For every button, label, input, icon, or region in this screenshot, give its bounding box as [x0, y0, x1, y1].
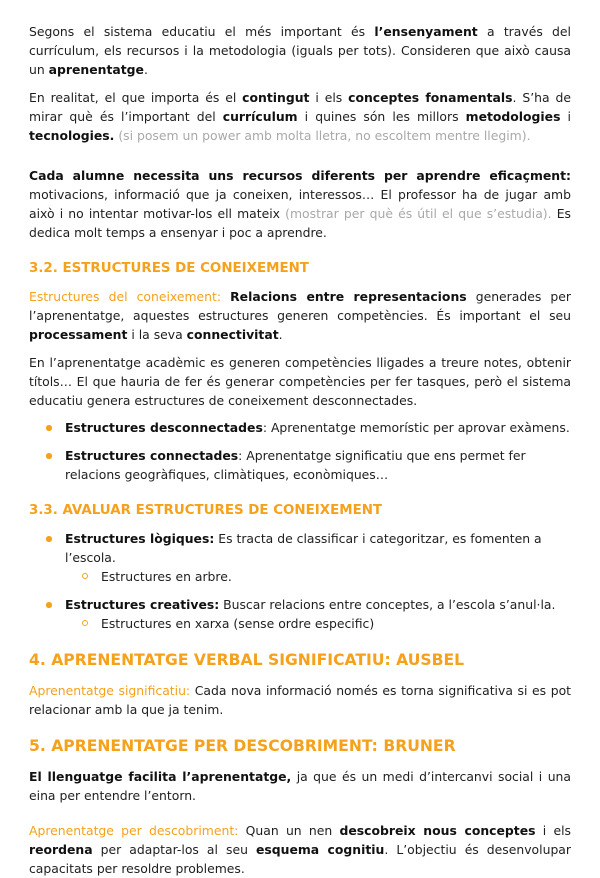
- text: Buscar relacions entre conceptes, a l’escola s’anul·la.: [219, 597, 556, 612]
- bullet-dot-icon: [46, 453, 52, 459]
- text: i: [560, 109, 571, 124]
- sub-list: [65, 614, 571, 633]
- text: .: [143, 62, 148, 77]
- bold-text: Estructures creatives:: [65, 597, 220, 612]
- bold-text: currículum: [222, 109, 298, 124]
- bullet-dot-icon: [46, 425, 52, 431]
- text: : Aprenentatge significatiu que ens permet fer relacions geogràfiques, climàtiques, econòmiques…: [65, 448, 526, 482]
- text: motivacions, informació que ja coneixen, interessos… El professor ha de jugar amb això i no intentar motivar-los ell mateix: [29, 187, 571, 221]
- text: Es dedica molt temps a ensenyar i poc a aprendre.: [29, 206, 572, 240]
- bold-text: connectivitat: [186, 327, 279, 342]
- list-item: [29, 595, 571, 633]
- bold-text: Cada alumne necessita uns recursos diferents per aprendre eficaçment:: [29, 168, 571, 183]
- paragraph-resources: [29, 166, 571, 242]
- list-item: [29, 418, 571, 437]
- list-item: [29, 446, 571, 484]
- bold-text: Estructures lògiques:: [65, 531, 215, 546]
- bullet-dot-icon: [46, 536, 52, 542]
- heading-4: 4. APRENENTATGE VERBAL SIGNIFICATIU: AUSBEL: [29, 651, 465, 669]
- bold-text: l’ensenyament: [374, 24, 478, 39]
- text: Estructures en arbre.: [101, 569, 232, 584]
- bold-text: descobreix nous conceptes: [339, 823, 536, 838]
- bold-text: El llenguatge facilita l’aprenentatge,: [29, 769, 292, 784]
- list-item: [29, 529, 571, 586]
- text: per adaptar-los al seu: [92, 842, 256, 857]
- text: i la seva: [127, 327, 187, 342]
- heading-5: 5. APRENENTATGE PER DESCOBRIMENT: BRUNER: [29, 737, 456, 755]
- text: Segons el sistema educatiu el més important és: [29, 24, 375, 39]
- bold-text: conceptes fonamentals: [348, 90, 513, 105]
- text: : Aprenentatge memorístic per aprovar exàmens.: [262, 420, 570, 435]
- heading-3-3: 3.3. AVALUAR ESTRUCTURES DE CONEIXEMENT: [29, 503, 383, 518]
- paragraph-discovery-learning: [29, 821, 571, 878]
- orange-term: Aprenentatge significatiu:: [29, 683, 191, 698]
- text: .: [278, 327, 283, 342]
- bold-text: Estructures connectades: [65, 448, 239, 463]
- text: . S’ha de mirar què és l’important del: [29, 90, 571, 124]
- sub-list-item: [65, 614, 571, 633]
- text: Cada nova informació només es torna significativa si es pot relacionar amb la que ja tenim.: [29, 683, 572, 717]
- text: a través del currículum, els recursos i la metodologia (iguals per tots). Consideren que això causa un: [29, 24, 571, 77]
- paragraph-academic-learning: En l’aprenentatge acadèmic es generen competències lligades a treure notes, obtenir títols… El que hauria de fer és generar competències per fer tasques, però el sistema educatiu genera estructures de coneixement desconnectades.: [29, 355, 571, 408]
- text: i els: [535, 823, 571, 838]
- text: Quan un nen: [238, 823, 340, 838]
- bullet-circle-icon: [82, 573, 88, 579]
- text: En realitat, el que importa és el: [29, 90, 243, 105]
- bullet-dot-icon: [46, 602, 52, 608]
- bullet-circle-icon: [82, 620, 88, 626]
- bold-text: processament: [29, 327, 128, 342]
- bold-text: reordena: [29, 842, 93, 857]
- bold-text: tecnologies.: [29, 128, 115, 143]
- text: i quines són les millors: [297, 109, 466, 124]
- grey-note: (mostrar per què és útil el que s’estudia).: [285, 206, 552, 221]
- text: [221, 289, 230, 304]
- bold-text: contingut: [242, 90, 310, 105]
- text: Estructures en xarxa (sense ordre especific): [101, 616, 375, 631]
- bold-text: Estructures desconnectades: [65, 420, 263, 435]
- paragraph-significant-learning: [29, 681, 571, 719]
- bullet-list-evaluate: [29, 529, 571, 633]
- bullet-list-structures: [29, 418, 571, 484]
- bold-text: Relacions entre representacions: [230, 289, 467, 304]
- grey-note: (si posem un power amb molta lletra, no escoltem mentre llegim).: [114, 128, 531, 143]
- bold-text: esquema cognitiu: [255, 842, 385, 857]
- text: ja que és un medi d’intercanvi social i una eina per entendre l’entorn.: [29, 769, 571, 803]
- bold-text: metodologies: [465, 109, 561, 124]
- paragraph-intro: [29, 22, 571, 79]
- text: . L’objectiu és desenvolupar capacitats per resoldre problemes.: [29, 842, 571, 876]
- text: Es tracta de classificar i categoritzar, es fomenten a l’escola.: [65, 531, 542, 565]
- text: i els: [309, 90, 349, 105]
- bold-text: aprenentatge: [48, 62, 144, 77]
- orange-term: Estructures del coneixement:: [29, 289, 222, 304]
- sub-list-item: [65, 567, 571, 586]
- orange-term: Aprenentatge per descobriment:: [29, 823, 239, 838]
- text: generades per l’aprenentatge, aquestes estructures generen competències. És important el seu: [29, 289, 571, 323]
- paragraph-language: [29, 767, 571, 805]
- sub-list: [65, 567, 571, 586]
- paragraph-content: [29, 88, 571, 145]
- heading-3-2: 3.2. ESTRUCTURES DE CONEIXEMENT: [29, 261, 309, 276]
- paragraph-structures-definition: [29, 287, 571, 344]
